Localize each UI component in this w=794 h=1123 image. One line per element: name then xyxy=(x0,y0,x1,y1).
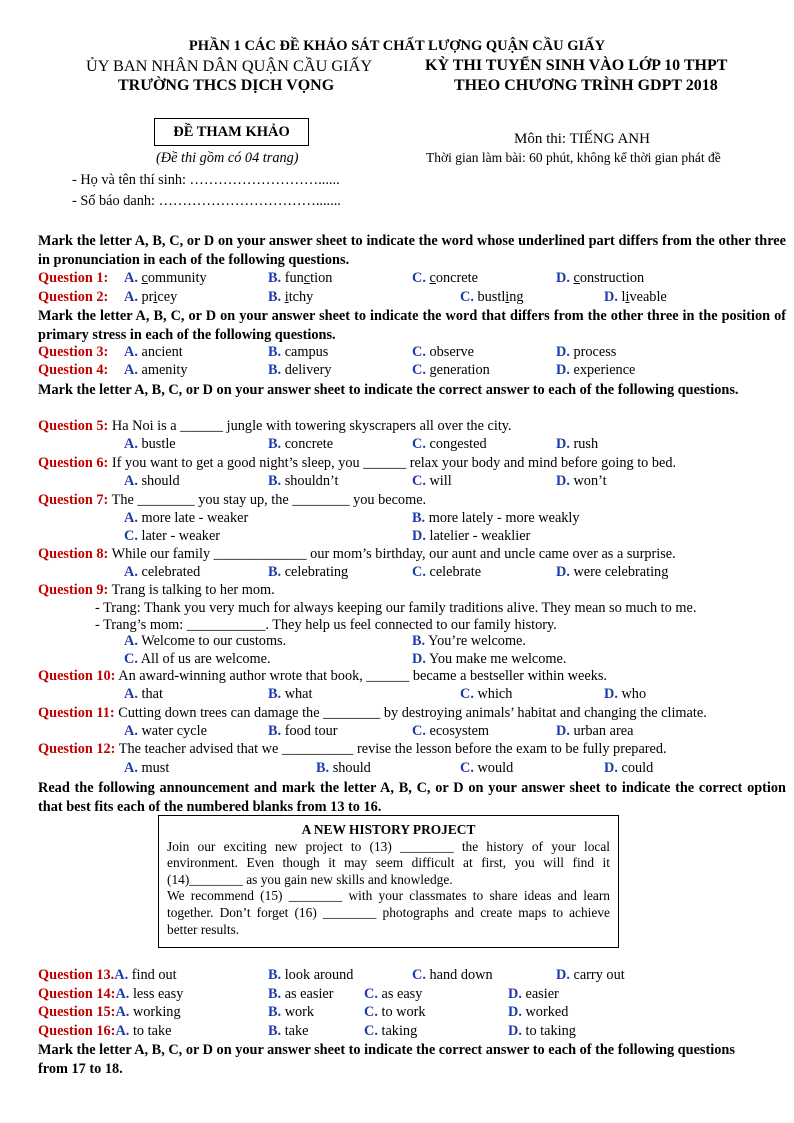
option-b: B. as easier xyxy=(268,986,334,1002)
pages-note: (Đề thi gồm có 04 trang) xyxy=(156,150,299,166)
option-a: A. Welcome to our customs. xyxy=(124,633,287,649)
instruction-stress: Mark the letter A, B, C, or D on your answer sheet to indicate the word that differs from the other three in the position of primary stress in each of the following questions. xyxy=(38,308,786,343)
dialogue-line: - Trang’s mom: ___________. They help us feel connected to our family history. xyxy=(95,617,557,633)
option-b: B. function xyxy=(268,270,333,286)
school-name: TRƯỜNG THCS DỊCH VỌNG xyxy=(118,77,335,94)
option-d: D. latelier - weaklier xyxy=(412,528,531,544)
question-7: Question 7: The ________ you stay up, the ________ you become. xyxy=(38,492,427,508)
question-8: Question 8: While our family _____________ our mom’s birthday, our aunt and uncle came over as a surprise. xyxy=(38,546,676,562)
option-c: C. will xyxy=(412,473,452,489)
option-d: D. worked xyxy=(508,1004,569,1020)
option-c: C. taking xyxy=(364,1023,418,1039)
candidate-id-line: - Số báo danh: ……………………………....... xyxy=(72,193,341,209)
announcement-paragraph: Join our exciting new project to (13) ________ the history of your local environment. Even though it may seem difficult at first, you will find it (14)________ as you gain new skills and knowledge. xyxy=(167,838,610,887)
question-label: Question 4: xyxy=(38,362,109,378)
option-a: A. bustle xyxy=(124,436,176,452)
section-title: PHẦN 1 CÁC ĐỀ KHẢO SÁT CHẤT LƯỢNG QUẬN CẦU GIẤY xyxy=(188,38,606,54)
reference-exam-box: ĐỀ THAM KHẢO xyxy=(154,118,309,146)
option-d: D. experience xyxy=(556,362,636,378)
option-d: D. who xyxy=(604,686,647,702)
option-c: C. All of us are welcome. xyxy=(124,651,271,667)
option-d: D. You make me welcome. xyxy=(412,651,567,667)
option-b: B. campus xyxy=(268,344,329,360)
question-14: Question 14:A. less easy xyxy=(38,986,184,1002)
option-c: C. hand down xyxy=(412,967,493,983)
subject-label: Môn thi: TIẾNG ANH xyxy=(514,131,650,147)
announcement-title: A NEW HISTORY PROJECT xyxy=(301,822,476,837)
option-c: C. concrete xyxy=(412,270,478,286)
option-b: B. celebrating xyxy=(268,564,349,580)
option-d: D. carry out xyxy=(556,967,625,983)
option-d: D. could xyxy=(604,760,654,776)
question-label: Question 3: xyxy=(38,344,109,360)
option-d: D. construction xyxy=(556,270,645,286)
option-b: B. itchy xyxy=(268,289,314,305)
question-10: Question 10: An award-winning author wrote that book, ______ became a bestseller within weeks. xyxy=(38,668,607,684)
option-a: A. should xyxy=(124,473,180,489)
candidate-name-line: - Họ và tên thí sinh: ………………………...... xyxy=(72,172,340,188)
option-a: A. amenity xyxy=(124,362,188,378)
option-b: B. take xyxy=(268,1023,309,1039)
question-11: Question 11: Cutting down trees can damage the ________ by destroying animals’ habitat and changing the climate. xyxy=(38,705,707,721)
option-b: B. You’re welcome. xyxy=(412,633,526,649)
question-6: Question 6: If you want to get a good night’s sleep, you ______ relax your body and mind before going to bed. xyxy=(38,455,677,471)
option-a: A. that xyxy=(124,686,163,702)
question-5: Question 5: Ha Noi is a ______ jungle with towering skyscrapers all over the city. xyxy=(38,418,512,434)
instruction-pronunciation: Mark the letter A, B, C, or D on your answer sheet to indicate the word whose underlined part differs from the other three in pronunciation in each of the following questions. xyxy=(38,233,786,268)
option-d: D. process xyxy=(556,344,617,360)
instruction-reading: Read the following announcement and mark the letter A, B, C, or D on your answer sheet to indicate the correct option that best fits each of the numbered blanks from 13 to 16. xyxy=(38,780,786,815)
option-b: B. look around xyxy=(268,967,354,983)
announcement-box xyxy=(158,815,619,948)
option-c: C. would xyxy=(460,760,514,776)
option-b: B. more lately - more weakly xyxy=(412,510,580,526)
exam-title: KỲ THI TUYỂN SINH VÀO LỚP 10 THPT xyxy=(425,57,728,74)
question-15: Question 15:A. working xyxy=(38,1004,181,1020)
option-b: B. work xyxy=(268,1004,315,1020)
option-b: B. delivery xyxy=(268,362,332,378)
question-12: Question 12: The teacher advised that we __________ revise the lesson before the exam to be fully prepared. xyxy=(38,741,667,757)
option-c: C. ecosystem xyxy=(412,723,490,739)
option-c: C. later - weaker xyxy=(124,528,221,544)
option-a: A. community xyxy=(124,270,207,286)
option-d: D. liveable xyxy=(604,289,667,305)
question-label: Question 2: xyxy=(38,289,109,305)
question-16: Question 16:A. to take xyxy=(38,1023,172,1039)
option-c: C. bustling xyxy=(460,289,524,305)
instruction-final: Mark the letter A, B, C, or D on your answer sheet to indicate the correct answer to each of the following questions from 17 to 18. xyxy=(38,1042,735,1077)
option-a: A. pricey xyxy=(124,289,178,305)
time-label: Thời gian làm bài: 60 phút, không kể thời gian phát đề xyxy=(426,150,721,165)
option-c: C. congested xyxy=(412,436,487,452)
option-a: A. must xyxy=(124,760,170,776)
option-d: D. easier xyxy=(508,986,559,1002)
option-b: B. concrete xyxy=(268,436,334,452)
option-b: B. shouldn’t xyxy=(268,473,339,489)
option-d: D. to taking xyxy=(508,1023,576,1039)
option-c: C. observe xyxy=(412,344,474,360)
option-c: C. celebrate xyxy=(412,564,482,580)
question-label: Question 1: xyxy=(38,270,109,286)
option-c: C. as easy xyxy=(364,986,423,1002)
option-a: A. ancient xyxy=(124,344,183,360)
option-d: D. urban area xyxy=(556,723,634,739)
option-c: C. to work xyxy=(364,1004,426,1020)
option-b: B. what xyxy=(268,686,313,702)
option-d: D. were celebrating xyxy=(556,564,669,580)
option-b: B. should xyxy=(316,760,371,776)
dialogue-line: - Trang: Thank you very much for always keeping our family traditions alive. They mean so much to me. xyxy=(95,600,697,616)
option-c: C. generation xyxy=(412,362,490,378)
option-a: A. celebrated xyxy=(124,564,201,580)
option-c: C. which xyxy=(460,686,513,702)
exam-program: THEO CHƯƠNG TRÌNH GDPT 2018 xyxy=(454,77,718,94)
instruction-correct-answer: Mark the letter A, B, C, or D on your answer sheet to indicate the correct answer to each of the following questions. xyxy=(38,382,739,398)
announcement-paragraph: We recommend (15) ________ with your classmates to share ideas and learn together. Don’t forget (16) ________ photographs and create maps to achieve better results. xyxy=(167,888,610,937)
question-13: Question 13.A. find out xyxy=(38,967,177,983)
option-d: D. rush xyxy=(556,436,599,452)
option-a: A. water cycle xyxy=(124,723,207,739)
option-b: B. food tour xyxy=(268,723,338,739)
option-d: D. won’t xyxy=(556,473,607,489)
option-a: A. more late - weaker xyxy=(124,510,249,526)
authority-name: ỦY BAN NHÂN DÂN QUẬN CẦU GIẤY xyxy=(86,56,373,75)
question-9: Question 9: Trang is talking to her mom. xyxy=(38,582,275,598)
